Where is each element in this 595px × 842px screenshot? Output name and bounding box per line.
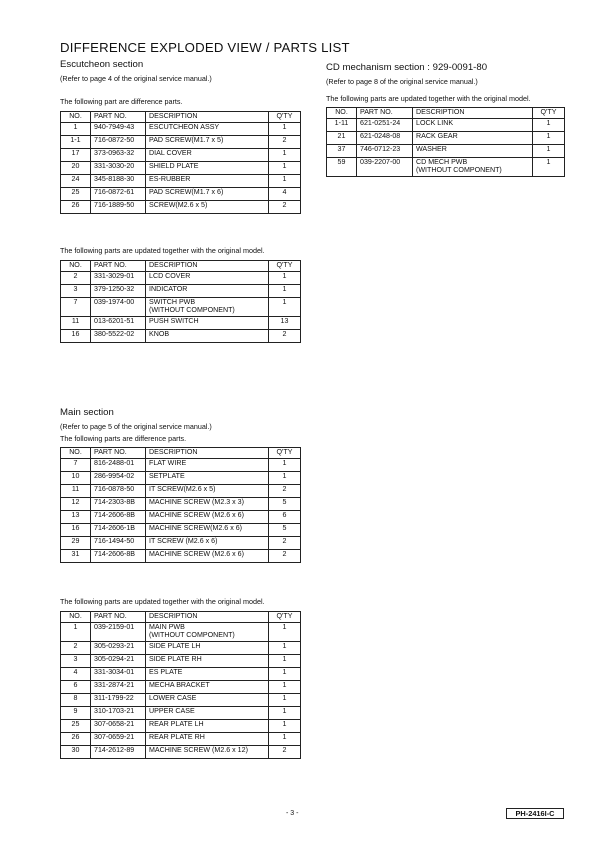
cell-qty: 1 — [269, 681, 301, 694]
cell-no: 11 — [61, 317, 91, 330]
cell-desc: PAD SCREW(M1.7 x 6) — [146, 188, 269, 201]
cell-no: 7 — [61, 298, 91, 317]
cell-qty: 1 — [269, 285, 301, 298]
cd-mechanism-table-caption: The following parts are updated together with the original model. — [326, 94, 531, 103]
cell-qty: 1 — [269, 472, 301, 485]
cell-no: 26 — [61, 733, 91, 746]
cell-desc — [413, 158, 533, 177]
cell-desc: PUSH SWITCH — [146, 317, 269, 330]
column-header-qty: Q'TY — [533, 108, 565, 119]
table-row — [327, 158, 565, 177]
column-header-no: NO. — [61, 112, 91, 123]
cell-part: 379-1250-32 — [91, 285, 146, 298]
cell-no: 1 — [61, 623, 91, 642]
table-row — [61, 123, 301, 136]
cell-no: 1-11 — [327, 119, 357, 132]
cell-desc: LOWER CASE — [146, 694, 269, 707]
cell-qty: 2 — [269, 330, 301, 343]
cd-mechanism-table — [326, 107, 565, 177]
cell-part: 714-2303-8B — [91, 498, 146, 511]
table-row — [61, 694, 301, 707]
cell-no: 16 — [61, 330, 91, 343]
cell-part: 307-0659-21 — [91, 733, 146, 746]
cell-desc: KNOB — [146, 330, 269, 343]
cell-qty: 1 — [269, 642, 301, 655]
cell-part: 345-8188-30 — [91, 175, 146, 188]
table-row — [61, 175, 301, 188]
escutcheon-table1-caption: The following part are difference parts. — [60, 97, 183, 106]
table-row — [61, 550, 301, 563]
column-header-part: PART NO. — [91, 261, 146, 272]
cell-no: 30 — [61, 746, 91, 759]
cell-qty: 1 — [269, 733, 301, 746]
cell-part: 621-0248-08 — [357, 132, 413, 145]
table-row — [61, 720, 301, 733]
table-row — [61, 272, 301, 285]
cell-qty: 1 — [533, 158, 565, 177]
table-row — [61, 623, 301, 642]
cell-part: 716-0878-50 — [91, 485, 146, 498]
cd-mechanism-table-wrap — [326, 107, 565, 177]
cell-desc: MACHINE SCREW (M2.6 x 6) — [146, 511, 269, 524]
cell-qty: 2 — [269, 550, 301, 563]
cell-desc: SIDE PLATE RH — [146, 655, 269, 668]
cell-part: 331-3029-01 — [91, 272, 146, 285]
cell-part: 331-3030-20 — [91, 162, 146, 175]
cell-qty: 6 — [269, 511, 301, 524]
table-row — [61, 162, 301, 175]
cell-desc: DIAL COVER — [146, 149, 269, 162]
table-header-row — [61, 448, 301, 459]
cell-desc: MACHINE SCREW (M2.6 x 12) — [146, 746, 269, 759]
cell-part: 714-2612-89 — [91, 746, 146, 759]
cell-part: 039-2207-00 — [357, 158, 413, 177]
cell-no: 1 — [61, 123, 91, 136]
cell-no: 1-1 — [61, 136, 91, 149]
cell-no: 37 — [327, 145, 357, 158]
table-header-row — [61, 612, 301, 623]
cell-desc-line1: MAIN PWB — [149, 623, 185, 631]
cell-desc-line2: (WITHOUT COMPONENT) — [416, 166, 502, 175]
column-header-desc: DESCRIPTION — [413, 108, 533, 119]
cell-desc — [146, 623, 269, 642]
column-header-part: PART NO. — [91, 112, 146, 123]
cell-no: 10 — [61, 472, 91, 485]
cell-desc-line2: (WITHOUT COMPONENT) — [149, 306, 235, 315]
table-row — [61, 524, 301, 537]
table-row — [327, 119, 565, 132]
table-row — [61, 201, 301, 214]
model-code-box: PH-2416I-C — [506, 808, 564, 819]
table-row — [61, 149, 301, 162]
cell-no: 59 — [327, 158, 357, 177]
cell-no: 4 — [61, 668, 91, 681]
cell-qty: 4 — [269, 188, 301, 201]
column-header-part: PART NO. — [91, 448, 146, 459]
main-heading: Main section — [60, 407, 114, 418]
cell-no: 17 — [61, 149, 91, 162]
escutcheon-difference-table — [60, 111, 301, 214]
main-table2-caption: The following parts are updated together with the original model. — [60, 597, 265, 606]
table-header-row — [61, 261, 301, 272]
table-row — [61, 733, 301, 746]
table-row — [61, 330, 301, 343]
table-row — [61, 188, 301, 201]
cell-qty: 1 — [269, 162, 301, 175]
main-table1-caption: The following parts are difference parts. — [60, 434, 187, 443]
cell-no: 13 — [61, 511, 91, 524]
table-row — [61, 681, 301, 694]
cell-desc: ES PLATE — [146, 668, 269, 681]
cell-desc: ES-RUBBER — [146, 175, 269, 188]
cell-part: 816-2488-01 — [91, 459, 146, 472]
table-row — [61, 472, 301, 485]
table-row — [61, 459, 301, 472]
escutcheon-ref-note: (Refer to page 4 of the original service manual.) — [60, 74, 212, 83]
column-header-desc: DESCRIPTION — [146, 112, 269, 123]
column-header-part: PART NO. — [357, 108, 413, 119]
column-header-qty: Q'TY — [269, 261, 301, 272]
escutcheon-updated-table-wrap — [60, 260, 301, 343]
cell-part: 039-1974-00 — [91, 298, 146, 317]
cell-no: 25 — [61, 720, 91, 733]
cell-qty: 1 — [269, 707, 301, 720]
cell-qty: 1 — [269, 655, 301, 668]
cell-no: 3 — [61, 285, 91, 298]
cell-part: 331-2874-21 — [91, 681, 146, 694]
cd-mechanism-ref-note: (Refer to page 8 of the original service manual.) — [326, 77, 478, 86]
cell-desc: IT SCREW(M2.6 x 5) — [146, 485, 269, 498]
column-header-desc: DESCRIPTION — [146, 448, 269, 459]
cell-desc: SIDE PLATE LH — [146, 642, 269, 655]
main-difference-table — [60, 447, 301, 563]
table-row — [61, 668, 301, 681]
cell-part: 380-5522-02 — [91, 330, 146, 343]
table-row — [61, 485, 301, 498]
cell-part: 746-0712-23 — [357, 145, 413, 158]
main-updated-table-wrap — [60, 611, 301, 759]
table-row — [61, 498, 301, 511]
cell-qty: 1 — [533, 119, 565, 132]
cell-desc: MACHINE SCREW (M2.3 x 3) — [146, 498, 269, 511]
table-row — [61, 136, 301, 149]
cell-no: 3 — [61, 655, 91, 668]
cell-part: 716-0872-61 — [91, 188, 146, 201]
cell-qty: 1 — [269, 272, 301, 285]
column-header-qty: Q'TY — [269, 112, 301, 123]
cell-desc: REAR PLATE RH — [146, 733, 269, 746]
cell-part: 286-9954-02 — [91, 472, 146, 485]
cell-part: 305-0294-21 — [91, 655, 146, 668]
cell-qty: 1 — [533, 145, 565, 158]
cell-no: 6 — [61, 681, 91, 694]
cell-desc-line1: SWITCH PWB — [149, 298, 196, 306]
cell-no: 11 — [61, 485, 91, 498]
cell-part: 621-0251-24 — [357, 119, 413, 132]
cell-qty: 1 — [269, 668, 301, 681]
cell-desc: MACHINE SCREW (M2.6 x 6) — [146, 550, 269, 563]
table-row — [327, 145, 565, 158]
main-ref-note: (Refer to page 5 of the original service manual.) — [60, 422, 212, 431]
table-row — [327, 132, 565, 145]
cell-no: 9 — [61, 707, 91, 720]
table-row — [61, 511, 301, 524]
table-row — [61, 707, 301, 720]
table-header-row — [327, 108, 565, 119]
cell-desc: LCD COVER — [146, 272, 269, 285]
cell-qty: 1 — [269, 175, 301, 188]
cell-part: 305-0293-21 — [91, 642, 146, 655]
cell-qty: 2 — [269, 746, 301, 759]
cell-qty: 13 — [269, 317, 301, 330]
cell-part: 373-0963-32 — [91, 149, 146, 162]
cell-part: 311-1799-22 — [91, 694, 146, 707]
cell-qty: 1 — [269, 459, 301, 472]
cell-qty: 2 — [269, 201, 301, 214]
cell-desc: INDICATOR — [146, 285, 269, 298]
cell-desc — [146, 298, 269, 317]
cell-part: 714-2606-8B — [91, 511, 146, 524]
column-header-desc: DESCRIPTION — [146, 612, 269, 623]
table-row — [61, 746, 301, 759]
cell-desc: FLAT WIRE — [146, 459, 269, 472]
column-header-qty: Q'TY — [269, 448, 301, 459]
escutcheon-heading: Escutcheon section — [60, 59, 144, 70]
cell-part: 039-2159-01 — [91, 623, 146, 642]
cell-qty: 1 — [269, 720, 301, 733]
cell-part: 013-6201-51 — [91, 317, 146, 330]
cell-qty: 1 — [269, 123, 301, 136]
cell-qty: 1 — [269, 149, 301, 162]
cell-part: 716-0872-50 — [91, 136, 146, 149]
cell-desc: MACHINE SCREW(M2.6 x 6) — [146, 524, 269, 537]
cell-qty: 2 — [269, 537, 301, 550]
cell-part: 940-7949-43 — [91, 123, 146, 136]
cell-desc: SHIELD PLATE — [146, 162, 269, 175]
page-title: DIFFERENCE EXPLODED VIEW / PARTS LIST — [60, 40, 350, 55]
cell-part: 716-1889-50 — [91, 201, 146, 214]
cell-part: 331-3034-01 — [91, 668, 146, 681]
cell-desc-line2: (WITHOUT COMPONENT) — [149, 631, 235, 640]
cell-qty: 1 — [269, 694, 301, 707]
table-row — [61, 285, 301, 298]
cell-part: 716-1494-50 — [91, 537, 146, 550]
main-updated-table — [60, 611, 301, 759]
escutcheon-updated-table — [60, 260, 301, 343]
cell-part: 714-2606-1B — [91, 524, 146, 537]
cell-no: 12 — [61, 498, 91, 511]
escutcheon-table2-caption: The following parts are updated together with the original model. — [60, 246, 265, 255]
cell-desc: REAR PLATE LH — [146, 720, 269, 733]
cell-desc: MECHA BRACKET — [146, 681, 269, 694]
cell-part: 310-1703-21 — [91, 707, 146, 720]
column-header-no: NO. — [61, 261, 91, 272]
cell-qty: 1 — [269, 298, 301, 317]
column-header-qty: Q'TY — [269, 612, 301, 623]
table-row — [61, 537, 301, 550]
table-row — [61, 655, 301, 668]
cell-desc: WASHER — [413, 145, 533, 158]
main-difference-table-wrap — [60, 447, 301, 563]
cell-qty: 1 — [533, 132, 565, 145]
cell-desc: ESCUTCHEON ASSY — [146, 123, 269, 136]
cell-no: 2 — [61, 642, 91, 655]
cell-part: 714-2606-8B — [91, 550, 146, 563]
cell-no: 20 — [61, 162, 91, 175]
cell-qty: 5 — [269, 498, 301, 511]
cell-no: 29 — [61, 537, 91, 550]
escutcheon-difference-table-wrap — [60, 111, 301, 214]
cell-no: 26 — [61, 201, 91, 214]
column-header-no: NO. — [327, 108, 357, 119]
table-header-row — [61, 112, 301, 123]
cell-no: 21 — [327, 132, 357, 145]
cell-no: 24 — [61, 175, 91, 188]
cell-desc: RACK GEAR — [413, 132, 533, 145]
cell-no: 31 — [61, 550, 91, 563]
table-row — [61, 317, 301, 330]
table-row — [61, 642, 301, 655]
cd-mechanism-heading: CD mechanism section : 929-0091-80 — [326, 62, 488, 73]
cell-qty: 5 — [269, 524, 301, 537]
cell-desc: SCREW(M2.6 x 5) — [146, 201, 269, 214]
cell-no: 7 — [61, 459, 91, 472]
table-row — [61, 298, 301, 317]
cell-qty: 1 — [269, 623, 301, 642]
cell-no: 8 — [61, 694, 91, 707]
cell-no: 16 — [61, 524, 91, 537]
column-header-desc: DESCRIPTION — [146, 261, 269, 272]
cell-no: 2 — [61, 272, 91, 285]
cell-desc: PAD SCREW(M1.7 x 5) — [146, 136, 269, 149]
cell-desc: IT SCREW (M2.6 x 6) — [146, 537, 269, 550]
column-header-part: PART NO. — [91, 612, 146, 623]
cell-no: 25 — [61, 188, 91, 201]
column-header-no: NO. — [61, 612, 91, 623]
cell-part: 307-0658-21 — [91, 720, 146, 733]
page-number: - 3 - — [286, 810, 299, 817]
cell-desc: LOCK LINK — [413, 119, 533, 132]
cell-qty: 2 — [269, 136, 301, 149]
column-header-no: NO. — [61, 448, 91, 459]
cell-desc-line1: CD MECH PWB — [416, 158, 468, 166]
cell-qty: 2 — [269, 485, 301, 498]
cell-desc: UPPER CASE — [146, 707, 269, 720]
cell-desc: SETPLATE — [146, 472, 269, 485]
